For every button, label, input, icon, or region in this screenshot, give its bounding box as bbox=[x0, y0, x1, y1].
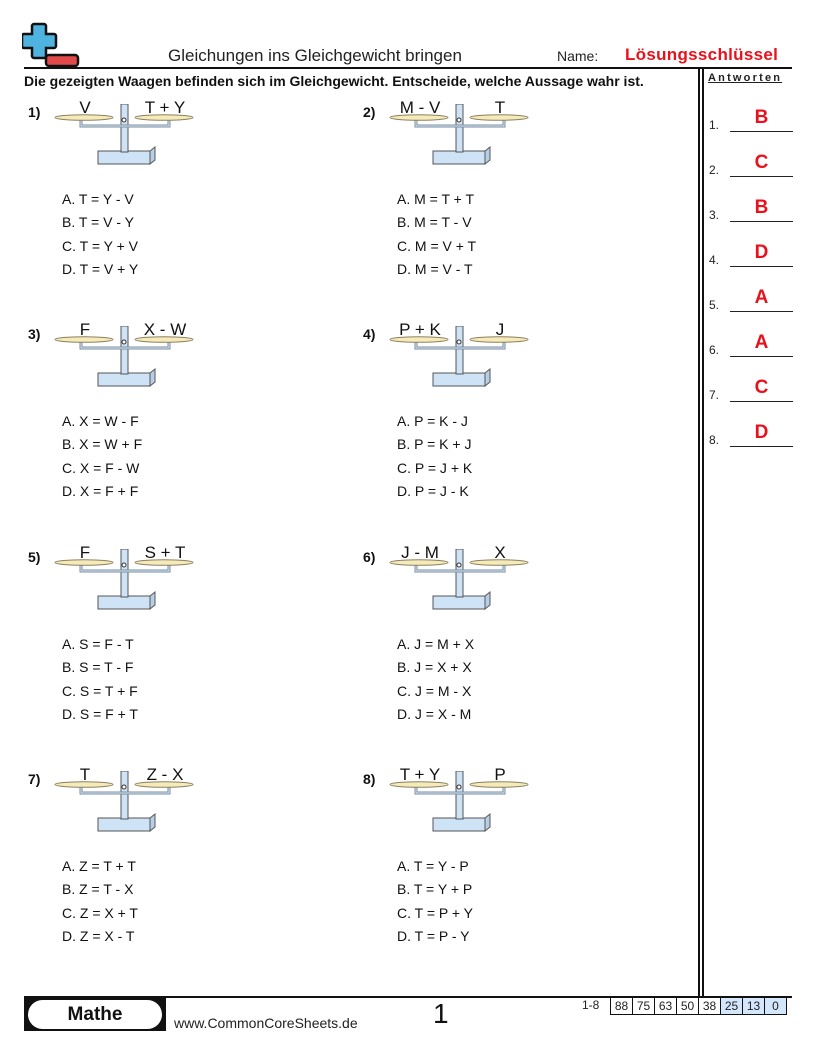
score-cell: 88 bbox=[611, 998, 633, 1014]
answer-row-6 bbox=[709, 331, 793, 357]
answer-line bbox=[730, 131, 793, 132]
choice-c: C. J = M - X bbox=[397, 682, 472, 699]
answer-line bbox=[730, 356, 793, 357]
choice-a: A. T = Y - P bbox=[397, 858, 469, 874]
header-divider bbox=[24, 67, 792, 69]
balance-scale bbox=[54, 98, 196, 168]
choice-b: B. S = T - F bbox=[62, 659, 134, 676]
right-pan-label: S + T bbox=[144, 543, 186, 562]
answer-number: 4. bbox=[709, 253, 720, 267]
choice-list bbox=[62, 855, 138, 948]
problem-number: 8) bbox=[363, 771, 376, 787]
left-pan-label: F bbox=[79, 543, 91, 562]
answer-number: 3. bbox=[709, 208, 720, 222]
problem-number: 2) bbox=[363, 104, 376, 120]
answer-row-1 bbox=[709, 106, 793, 132]
choice-b: B. J = X + X bbox=[397, 659, 472, 676]
balance-scale bbox=[54, 320, 196, 390]
answer-row-8 bbox=[709, 421, 793, 447]
choice-a: A. T = Y - V bbox=[62, 191, 134, 207]
problem-number: 1) bbox=[28, 104, 41, 120]
balance-scale bbox=[54, 543, 196, 613]
choice-c: C. X = F - W bbox=[62, 459, 140, 476]
answer-row-5 bbox=[709, 286, 793, 312]
problem-5 bbox=[28, 543, 328, 749]
page-number: 1 bbox=[433, 998, 449, 1029]
choice-c: C. P = J + K bbox=[397, 459, 473, 476]
choice-d: D. T = V + Y bbox=[62, 260, 139, 277]
problem-number: 4) bbox=[363, 326, 376, 342]
choice-d: D. J = X - M bbox=[397, 705, 472, 722]
answer-number: 7. bbox=[709, 388, 720, 402]
problem-1 bbox=[28, 98, 328, 304]
choice-d: D. M = V - T bbox=[397, 260, 473, 277]
score-cell: 75 bbox=[633, 998, 655, 1014]
balance-scale bbox=[54, 765, 196, 835]
left-pan-label: J - M bbox=[401, 543, 439, 562]
choice-d: D. T = P - Y bbox=[397, 927, 470, 944]
problem-number: 6) bbox=[363, 549, 376, 565]
score-cell: 13 bbox=[743, 998, 765, 1014]
problem-6 bbox=[363, 543, 663, 749]
answer-row-2 bbox=[709, 151, 793, 177]
answer-value[interactable]: A bbox=[754, 332, 769, 353]
answer-line bbox=[730, 221, 793, 222]
answer-value[interactable]: B bbox=[754, 107, 769, 128]
worksheet-title: Gleichungen ins Gleichgewicht bringen bbox=[168, 46, 462, 65]
score-range-label: 1-8 bbox=[582, 998, 600, 1012]
answer-line bbox=[730, 266, 793, 267]
answer-line bbox=[730, 401, 793, 402]
right-pan-label: T bbox=[494, 98, 506, 117]
site-link[interactable]: www.CommonCoreSheets.de bbox=[174, 1015, 358, 1031]
problem-number: 7) bbox=[28, 771, 41, 787]
answer-value[interactable]: C bbox=[754, 152, 769, 173]
answer-value[interactable]: D bbox=[754, 242, 769, 263]
answer-value[interactable]: A bbox=[754, 287, 769, 308]
choice-list bbox=[397, 633, 474, 726]
answer-column-divider bbox=[702, 69, 704, 997]
answer-row-4 bbox=[709, 241, 793, 267]
choice-b: B. T = V - Y bbox=[62, 214, 134, 231]
left-pan-label: T + Y bbox=[399, 765, 441, 784]
answer-column-divider bbox=[698, 69, 700, 997]
answer-row-3 bbox=[709, 196, 793, 222]
answer-number: 2. bbox=[709, 163, 720, 177]
left-pan-label: F bbox=[79, 320, 91, 339]
answers-header: Antworten bbox=[708, 72, 783, 84]
left-pan-label: M - V bbox=[399, 98, 441, 117]
choice-list bbox=[62, 188, 138, 281]
choice-c: C. S = T + F bbox=[62, 682, 138, 699]
problem-number: 3) bbox=[28, 326, 41, 342]
choice-a: A. J = M + X bbox=[397, 636, 475, 652]
choice-list bbox=[397, 410, 472, 503]
answer-line bbox=[730, 176, 793, 177]
score-cell: 38 bbox=[699, 998, 721, 1014]
balance-scale bbox=[389, 98, 531, 168]
score-cell: 63 bbox=[655, 998, 677, 1014]
right-pan-label: T + Y bbox=[144, 98, 186, 117]
choice-c: C. M = V + T bbox=[397, 237, 477, 254]
right-pan-label: X - W bbox=[143, 320, 187, 339]
answer-value[interactable]: B bbox=[754, 197, 769, 218]
choice-d: D. S = F + T bbox=[62, 705, 138, 722]
choice-c: C. T = Y + V bbox=[62, 237, 139, 254]
answer-value[interactable]: C bbox=[754, 377, 769, 398]
name-value: Lösungsschlüssel bbox=[625, 45, 779, 64]
choice-b: B. Z = T - X bbox=[62, 881, 134, 898]
problem-7 bbox=[28, 765, 328, 971]
left-pan-label: V bbox=[79, 98, 91, 117]
choice-b: B. P = K + J bbox=[397, 436, 472, 453]
choice-b: B. X = W + F bbox=[62, 436, 143, 453]
answer-number: 6. bbox=[709, 343, 720, 357]
answer-row-7 bbox=[709, 376, 793, 402]
right-pan-label: J bbox=[495, 320, 505, 339]
answer-number: 8. bbox=[709, 433, 720, 447]
problem-2 bbox=[363, 98, 663, 304]
answer-line bbox=[730, 446, 793, 447]
choice-d: D. Z = X - T bbox=[62, 927, 135, 944]
choice-a: A. M = T + T bbox=[397, 191, 475, 207]
subject-badge: Mathe bbox=[28, 1000, 162, 1029]
balance-scale bbox=[389, 320, 531, 390]
problem-8 bbox=[363, 765, 663, 971]
right-pan-label: Z - X bbox=[146, 765, 184, 784]
left-pan-label: T bbox=[79, 765, 91, 784]
choice-list bbox=[62, 410, 142, 503]
choice-b: B. M = T - V bbox=[397, 214, 472, 231]
problem-3 bbox=[28, 320, 328, 526]
problem-number: 5) bbox=[28, 549, 41, 565]
choice-list bbox=[397, 188, 476, 281]
balance-scale bbox=[389, 765, 531, 835]
name-label: Name: bbox=[557, 48, 599, 64]
instructions: Die gezeigten Waagen befinden sich im Gleichgewicht. Entscheide, welche Aussage wahr ist. bbox=[24, 73, 644, 89]
answer-number: 1. bbox=[709, 118, 720, 132]
answer-line bbox=[730, 311, 793, 312]
problem-4 bbox=[363, 320, 663, 526]
balance-scale bbox=[389, 543, 531, 613]
answer-value[interactable]: D bbox=[754, 422, 769, 443]
choice-a: A. Z = T + T bbox=[62, 858, 136, 874]
choice-b: B. T = Y + P bbox=[397, 881, 473, 898]
answer-number: 5. bbox=[709, 298, 720, 312]
right-pan-label: X bbox=[494, 543, 506, 562]
score-cell: 25 bbox=[721, 998, 743, 1014]
choice-list bbox=[397, 855, 473, 948]
choice-a: A. P = K - J bbox=[397, 413, 468, 429]
score-table bbox=[610, 997, 787, 1015]
score-cell: 50 bbox=[677, 998, 699, 1014]
choice-list bbox=[62, 633, 138, 726]
choice-d: D. P = J - K bbox=[397, 482, 469, 499]
choice-c: C. Z = X + T bbox=[62, 904, 138, 921]
choice-a: A. S = F - T bbox=[62, 636, 134, 652]
choice-c: C. T = P + Y bbox=[397, 904, 474, 921]
score-cell: 0 bbox=[765, 998, 786, 1014]
choice-a: A. X = W - F bbox=[62, 413, 139, 429]
plus-minus-logo-icon bbox=[22, 22, 80, 68]
left-pan-label: P + K bbox=[399, 320, 441, 339]
right-pan-label: P bbox=[494, 765, 506, 784]
choice-d: D. X = F + F bbox=[62, 482, 139, 499]
